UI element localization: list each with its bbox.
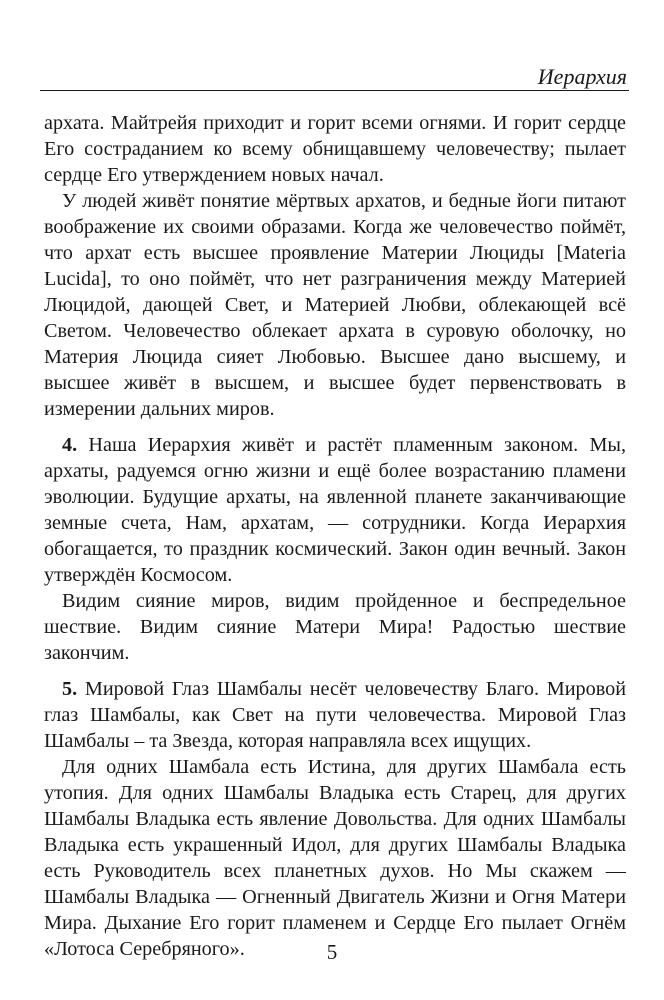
- running-header: [40, 62, 629, 91]
- page-number: 5: [326, 940, 338, 964]
- running-header-title: Иерархия: [537, 64, 627, 89]
- paragraph: [44, 188, 626, 422]
- paragraph-text: Видим сияние миров, видим пройденное и беспредельное шествие. Видим сияние Матери Мира! Радостью шествие закончим.: [44, 590, 626, 664]
- paragraph-number: 4.: [62, 434, 78, 456]
- numbered-paragraph-4: [44, 432, 626, 588]
- paragraph-text: У людей живёт понятие мёртвых архатов, и бедные йоги питают воображение их своими образами. Когда же человечество поймёт, что архат есть высшее проявление Материи Люциды [Materia Lucida], то оно поймёт, что нет разграничения между Материей Люцидой, дающей Свет, и Материей Любви, облекающей всё Светом. Человечество облекает архата в суровую оболочку, но Материя Люцида сияет Любовью. Высшее дано высшему, и высшее живёт в высшем, и высшее будет первенствовать в измерении дальних миров.: [44, 190, 626, 420]
- paragraph: [44, 588, 626, 666]
- paragraph: [44, 110, 626, 188]
- paragraph-text: архата. Майтрейя приходит и горит всеми огнями. И горит сердце Его состраданием ко всему обнищавшему человечеству; пылает сердце Его утверждением новых начал.: [44, 112, 626, 186]
- body-text: [44, 110, 626, 962]
- paragraph: [44, 754, 626, 962]
- paragraph-number: 5.: [62, 678, 78, 700]
- numbered-paragraph-5: [44, 676, 626, 754]
- paragraph-text: Наша Иерархия живёт и растёт пламенным законом. Мы, архаты, радуемся огню жизни и ещё более возрастанию пламени эволюции. Будущие архаты, на явленной планете заканчивающие земные счета, Нам, архатам, — сотрудники. Когда Иерархия обогащается, то праздник космический. Закон один вечный. Закон утверждён Космосом.: [44, 434, 627, 586]
- paragraph-text: Мировой Глаз Шамбалы несёт человечеству Благо. Мировой глаз Шамбалы, как Свет на пути человечества. Мировой Глаз Шамбалы – та Звезда, которая направляла всех ищущих.: [44, 678, 627, 752]
- paragraph-text: Для одних Шамбала есть Истина, для других Шамбала есть утопия. Для одних Шамбалы Владыка есть Старец, для других Шамбалы Владыка есть явление Довольства. Для одних Шамбалы Владыка есть украшенный Идол, для других Шамбалы Владыка есть Руководитель всех планетных духов. Но Мы скажем — Шамбалы Владыка — Огненный Двигатель Жизни и Огня Матери Мира. Дыхание Его горит пламенем и Сердце Его пылает Огнём «Лотоса Серебряного».: [44, 756, 626, 960]
